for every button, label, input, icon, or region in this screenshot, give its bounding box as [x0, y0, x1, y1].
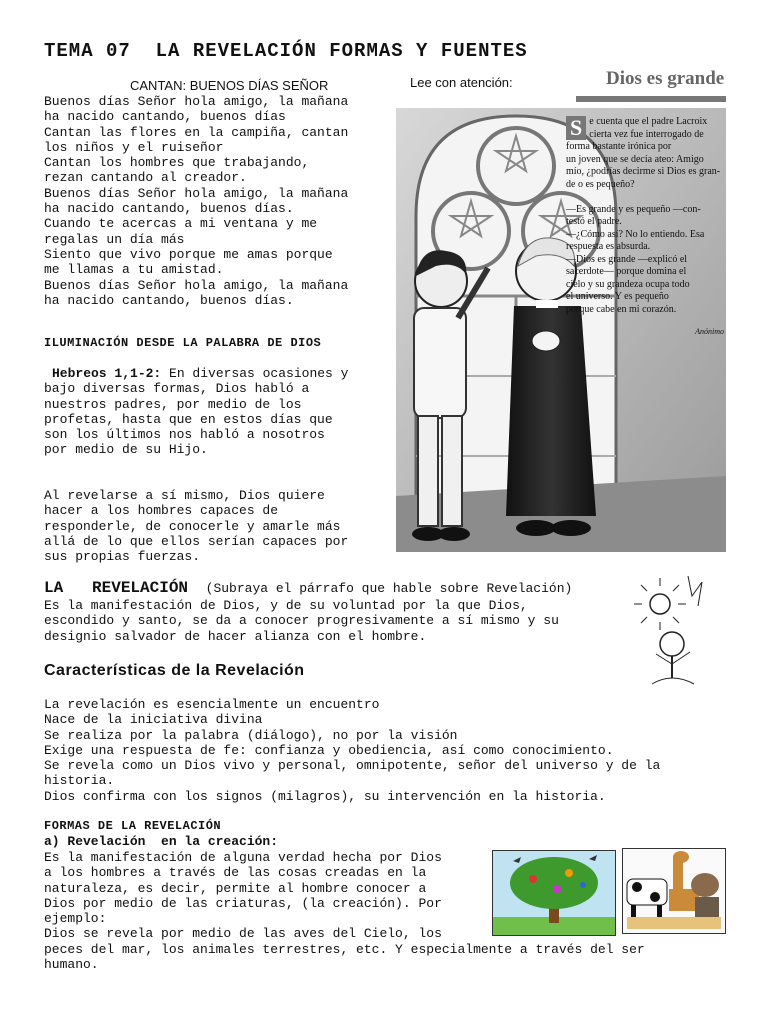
characteristic-item: Se revela como un Dios vivo y personal, omnipotente, señor del universo y de la [44, 758, 661, 774]
paragraph-line: Al revelarse a sí mismo, Dios quiere [44, 488, 325, 503]
story-line: de o es pequeño? [566, 178, 635, 190]
song-line: ha nacido cantando, buenos días. [44, 292, 294, 308]
creation-line: Dios se revela por medio de las aves del Cielo, los [44, 926, 442, 942]
story-line: cierta vez fue interrogado de [589, 128, 704, 140]
page-title: TEMA 07 LA REVELACIÓN FORMAS Y FUENTES [44, 40, 528, 62]
story-line: —Es grande y es pequeño —con- [566, 203, 701, 215]
story-line: testó el padre. [566, 216, 622, 227]
hebrews-paragraph [44, 366, 384, 458]
characteristic-item: Exige una respuesta de fe: confianza y obediencia, así como conocimiento. [44, 742, 614, 758]
creation-line: a los hombres a través de las cosas creadas en la [44, 865, 427, 881]
song-line: Buenos días Señor hola amigo, la mañana [44, 94, 349, 109]
hebrews-line: bajo diversas formas, Dios habló a [44, 381, 310, 397]
characteristic-item: Dios confirma con los signos (milagros), su intervención en la historia. [44, 788, 606, 804]
song-line: los niños y el ruiseñor [44, 139, 224, 155]
revelation-line: escondido y santo, se da a conocer progresivamente a sí mismo y su [44, 613, 559, 629]
hebrews-line: nuestros padres, por medio de los [44, 396, 302, 412]
story-author: Anónimo [695, 327, 724, 336]
illumination-heading: ILUMINACIÓN DESDE LA PALABRA DE DIOS [44, 336, 322, 350]
reading-label: Lee con atención: [410, 75, 513, 90]
hebrews-line: profetas, hasta que en estos días que [44, 411, 333, 427]
song-line: rezan cantando al creador. [44, 170, 247, 186]
story-line: mío, ¿podrías decirme si Dios es gran- [566, 166, 721, 177]
drop-cap: S [566, 116, 586, 140]
song-line: Buenos días Señor hola amigo, la mañana [44, 277, 349, 293]
characteristic-item: La revelación es esencialmente un encuentro [44, 697, 380, 712]
characteristic-item: historia. [44, 773, 115, 789]
story-line [566, 191, 724, 204]
story-line: —¿Cómo así? No lo entiendo. Esa [566, 228, 705, 240]
sun-tree-sketch [632, 566, 712, 690]
story-line: porque cabe en mi corazón. [566, 303, 677, 315]
creation-line: peces del mar, los animales terrestres, etc. Y especialmente a través del ser [44, 941, 645, 957]
hebrews-line: son los últimos nos habló a nosotros [44, 427, 325, 443]
scripture-reference: Hebreos 1,1-2: [52, 366, 162, 381]
creation-subheading: a) Revelación en la creación: [44, 834, 279, 849]
creation-line: Es la manifestación de alguna verdad hecha por Dios [44, 850, 442, 865]
song-line: Cantan las flores en la campiña, cantan [44, 124, 349, 140]
story-line: cielo y su grandeza ocupa todo [566, 278, 690, 290]
song-line: Siento que vivo porque me amas porque [44, 246, 333, 262]
story-text [566, 116, 724, 339]
paragraph-line: hacer a los hombres capaces de [44, 503, 279, 519]
story-line: el universo. Y es pequeño [566, 291, 669, 302]
hebrews-line: por medio de su Hijo. [44, 442, 208, 458]
characteristic-item: Nace de la iniciativa divina [44, 712, 263, 728]
paragraph-line: responderle, de conocerle y amarle más [44, 518, 341, 534]
story-line: un joven que se decía ateo: Amigo [566, 153, 704, 165]
song-line: regalas un día más [44, 231, 185, 247]
song-lyrics [44, 94, 384, 308]
panel-title: Dios es grande [606, 68, 725, 89]
paragraph-line: sus propias fuerzas. [44, 549, 201, 565]
story-line: forma bastante irónica por [566, 141, 672, 152]
revelation-note: (Subraya el párrafo que hable sobre Revelación) [205, 581, 573, 596]
revelation-line: Es la manifestación de Dios, y de su voluntad por la que Dios, [44, 598, 528, 613]
story-line: respuesta es absurda. [566, 241, 651, 252]
story-line: —Dios es grande —explicó el [566, 253, 688, 265]
song-line: Cantan los hombres que trabajando, [44, 155, 310, 171]
creation-line: humano. [44, 957, 99, 973]
farm-animals-image [622, 848, 726, 934]
creation-line: naturaleza, es decir, permite al hombre conocer a [44, 880, 427, 896]
tree-with-birds-image [492, 850, 616, 936]
hebrews-line-1: En diversas ocasiones y [161, 366, 349, 381]
story-line: e cuenta que el padre Lacroix [589, 116, 708, 127]
song-line: Buenos días Señor hola amigo, la mañana [44, 185, 349, 201]
song-line: ha nacido cantando, buenos días [44, 109, 286, 125]
song-line: me llamas a tu amistad. [44, 262, 224, 278]
forms-heading: FORMAS DE LA REVELACIÓN [44, 819, 222, 833]
characteristics-list [44, 697, 660, 804]
revelation-line: designio salvador de hacer alianza con el hombre. [44, 628, 427, 644]
revelation-definition [44, 598, 559, 644]
story-line: sacerdote— porque domina el [566, 266, 687, 277]
paragraph-line: allá de lo que ellos serían capaces por [44, 533, 349, 549]
song-line: ha nacido cantando, buenos días. [44, 201, 294, 217]
characteristics-heading: Características de la Revelación [44, 662, 305, 679]
song-heading: CANTAN: BUENOS DÍAS SEÑOR [130, 78, 329, 93]
self-revelation-paragraph [44, 488, 384, 564]
creation-line: Dios por medio de las criaturas, (la creación). Por [44, 895, 442, 911]
creation-line: ejemplo: [44, 911, 107, 927]
revelation-heading-row [44, 579, 572, 597]
song-line: Cuando te acercas a mi ventana y me [44, 216, 318, 232]
characteristic-item: Se realiza por la palabra (diálogo), no por la visión [44, 727, 458, 743]
revelation-heading: LA REVELACIÓN [44, 579, 189, 597]
